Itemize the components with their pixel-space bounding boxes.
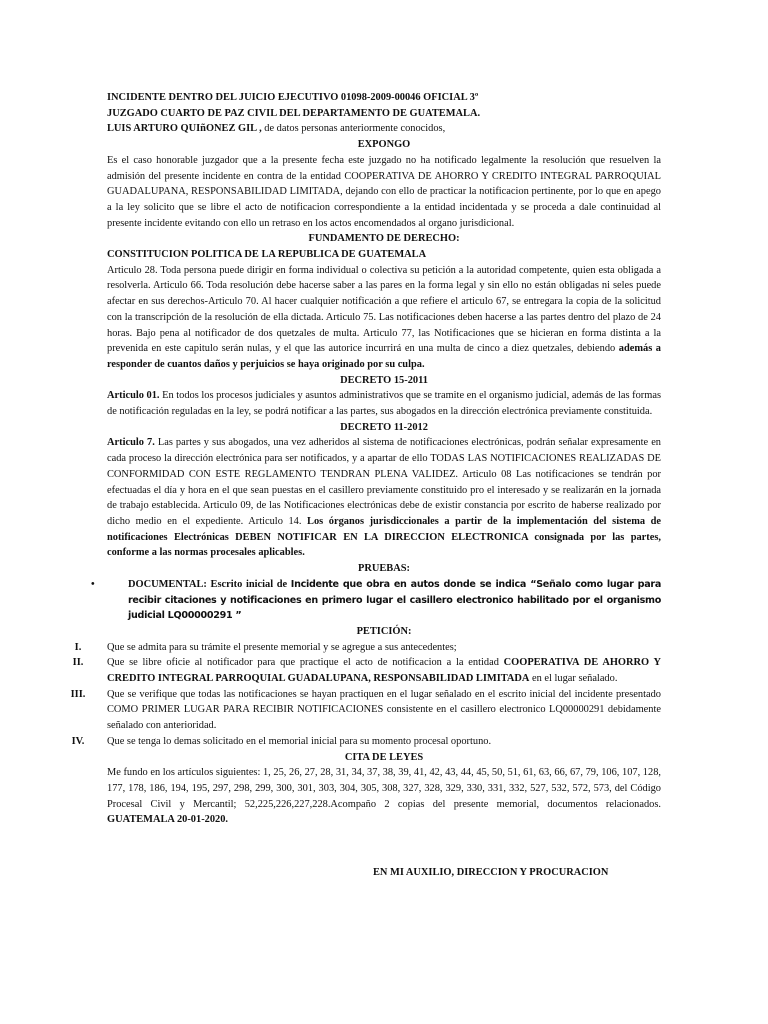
constitucion-bold: además a responder de cuantos daños y perjuicios se haya originado por su culpa. <box>107 343 662 370</box>
peticion-bold: COOPERATIVA DE AHORRO Y CREDITO INTEGRAL PARROQUIAL GUADALUPANA, RESPONSABILIDAD LIMITADA <box>107 657 661 685</box>
bullet-icon: • <box>91 578 95 590</box>
cita-text <box>107 765 661 828</box>
decreto-15-2011-lead: Articulo 01. <box>107 390 160 402</box>
peticion-text: Que se libre oficie al notificador para que practique el acto de notificacion a la entidad <box>107 657 504 669</box>
peticion-item <box>70 687 661 734</box>
header-line-1: INCIDENTE DENTRO DEL JUICIO EJECUTIVO 01098-2009-00046 OFICIAL 3º <box>107 92 479 103</box>
decreto-15-2011-text <box>107 388 661 419</box>
peticion-text: Que se admita para su trámite el presente memorial y se agregue a sus antecedentes; <box>107 641 457 653</box>
cita-date: GUATEMALA 20-01-2020. <box>107 814 229 826</box>
document-page <box>70 90 662 881</box>
pruebas-title: PRUEBAS: <box>358 563 410 575</box>
fundamento-title: FUNDAMENTO DE DERECHO: <box>308 233 460 245</box>
peticion-number: I. <box>74 641 82 653</box>
peticion-list <box>70 640 661 750</box>
decreto-11-2012-text <box>107 435 661 561</box>
decreto-15-2011-title: DECRETO 15-2011 <box>340 374 428 386</box>
constitucion-body: Articulo 28. Toda persona puede dirigir en forma individual o colectiva su petición a la autoridad competente, quien esta obligada a resolverla. Articulo 66. Toda resolución debe hacerse saber a las pares en la forma legal y sin ello no están obligadas ni seles puede afectar en sus derechos-Articulo 70. Al hacer cualquier notificación a que refiere el articulo 67, se entregara la copia de la solicitud con la transcripción de la resolución de ella dictada. Articulo 75. Las notificaciones deben hacerse a las partes dentro del plazo de 24 horas. Bajo pena al notificador de dos quetzales de multa. Articulo 77, las Notificaciones que se hicieran en forma distinta a la prevenida en este capitulo serán nulas, y el que las autorice incurrirá en una multa de cinco a diez quetzales, debiendo <box>107 264 661 355</box>
pruebas-handwritten: Incidente que obra en autos donde se indica <box>290 578 527 590</box>
constitucion-text <box>107 263 661 373</box>
pruebas-lead: DOCUMENTAL: Escrito inicial de <box>128 578 291 590</box>
cita-title: CITA DE LEYES <box>344 751 424 763</box>
decreto-15-2011-body: En todos los procesos judiciales y asuntos administrativos que se tramite en el organismo judicial, además de las formas de notificación reguladas en la ley, se podrá notificar a las partes, sus abogados en la dirección electrónica previamente constituida. <box>107 390 661 418</box>
peticion-item <box>72 655 661 686</box>
peticion-number: II. <box>72 657 84 669</box>
pruebas-item <box>91 577 662 624</box>
peticion-text: Que se verifique que todas las notificaciones se hayan practiquen en el lugar señalado en el escrito inicial del incidente presentado COMO PRIMER LUGAR PARA RECIBIR NOTIFICACIONES consistente en el casillero electronico LQ00000291 debidamente señalado con anterioridad. <box>107 688 661 732</box>
header-line-2: JUZGADO CUARTO DE PAZ CIVIL DEL DEPARTAMENTO DE GUATEMALA. <box>107 107 481 119</box>
peticion-text: Que se tenga lo demas solicitado en el memorial inicial para su momento procesal oportuno. <box>107 735 492 747</box>
peticion-title: PETICIÓN: <box>356 625 412 637</box>
peticion-item <box>71 734 661 750</box>
cita-body: Me fundo en los artículos siguientes: 1, 25, 26, 27, 28, 31, 34, 37, 38, 39, 41, 42, 43, 44, 45, 50, 51, 61, 63, 66, 67, 79, 106, 107, 128, 177, 178, 186, 194, 195, 297, 298, 299, 300, 301, 303, 304, 305, 308, 327, 328, 329, 330, 331, 332, 527, 532, 572, 573, del Código Procesal Civil y Mercantil; 52,225,226,227,228.Acompaño 2 copias del presente memorial, documentos relacionados. <box>107 767 661 810</box>
constitucion-title: CONSTITUCION POLITICA DE LA REPUBLICA DE GUATEMALA <box>107 249 427 261</box>
author-line <box>107 121 661 137</box>
peticion-text-after: en el lugar señalado. <box>529 673 618 685</box>
pruebas-quote: “Señalo como lugar para recibir citaciones y notificaciones en primero lugar el casillero electronico habilitado por el organismo judicial LQ00000291 ” <box>128 578 662 622</box>
peticion-item <box>74 640 661 656</box>
decreto-11-2012-lead: Articulo 7. <box>107 437 155 449</box>
author-rest: de datos personas anteriormente conocidos, <box>261 123 446 135</box>
closing-line: EN MI AUXILIO, DIRECCION Y PROCURACION <box>373 867 609 879</box>
decreto-11-2012-body: Las partes y sus abogados, una vez adheridos al sistema de notificaciones electrónicas, podrán señalar expresamente en cada proceso la dirección electrónica para ser notificados, y a apartar de ello TODAS LAS NOTIFICACIONES REALIZADAS DE CONFORMIDAD CON ESTE REGLAMENTO TENDRAN PLENA VALIDEZ. Articulo 08 Las notificaciones se tendrán por efectuadas el día y hora en el que sean puestas en el casillero previamente constituido pro el interesado y se realizarán en la jornada de trabajo establecida. Articulo 09, de las Notificaciones electrónicas debe de existir constancia por escrito de haberse realizado por dicho medio en el expediente. Articulo 14. <box>107 437 661 527</box>
peticion-number: III. <box>70 688 86 700</box>
decreto-11-2012-title: DECRETO 11-2012 <box>340 421 428 433</box>
expongo-text: Es el caso honorable juzgador que a la presente fecha este juzgado no ha notificado legalmente la resolución que resuelven la admisión del presente incidente en contra de la entidad COOPERATIVA DE AHORRO Y CREDITO INTEGRAL PARROQUIAL GUADALUPANA, RESPONSABILIDAD LIMITADA, dejando con ello de practicar la notificacion pertinente, por lo que en apego a la ley solicito que se libre el acto de notificacion correspondiente a la entidad incidentada y se proceda a dale continuidad al presente incidente evitando con ello un retraso en los actos encomendados al organo jurisdicional. <box>107 154 661 229</box>
author-name: LUIS ARTURO QUIñONEZ GIL , <box>107 123 262 135</box>
peticion-number: IV. <box>71 735 85 747</box>
expongo-title: EXPONGO <box>357 139 411 151</box>
decreto-11-2012-bold: Los órganos jurisdiccionales a partir de la implementación del sistema de notificaciones Electrónicas DEBEN NOTIFICAR EN LA DIRECCION ELECTRONICA consignada por las partes, conforme a las normas procesales aplicables. <box>107 515 662 559</box>
